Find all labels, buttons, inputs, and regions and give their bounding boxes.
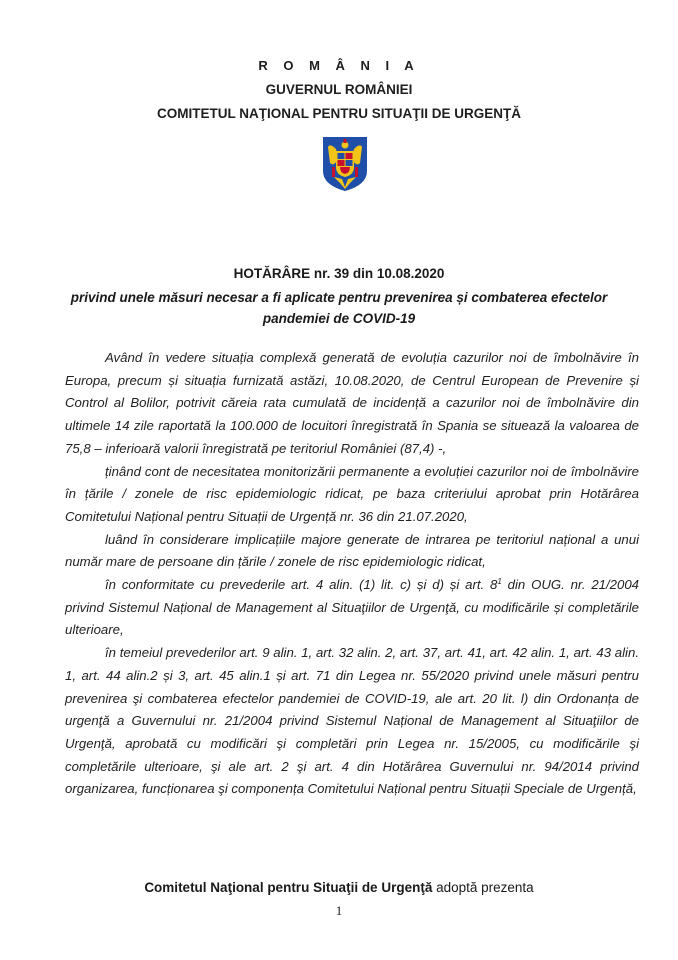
document-body	[65, 347, 639, 801]
conformity-text-before: în conformitate cu prevederile art. 4 alin. (1) lit. c) și d) și art. 8	[105, 577, 498, 593]
paragraph-monitoring: ținând cont de necesitatea monitorizării permanente a evoluției cazurilor noi de îmbolnăvire în țările / zonele de risc epidemiologic ridicat, pe baza criteriului aprobat prin Hotărârea Comitetului Național pentru Situații de Urgență nr. 36 din 21.07.2020,	[65, 463, 639, 524]
paragraph-implications: luând în considerare implicațiile majore generate de intrarea pe teritoriul național a unui număr mare de persoane din țările / zonele de risc epidemiologic ridicat,	[65, 531, 639, 570]
closing-committee: Comitetul Naţional pentru Situaţii de Urgenţă	[144, 880, 433, 895]
conformity-text-after: din OUG. nr. 21/2004 privind Sistemul Național de Management al Situaţiilor de Urgenţă, cu modificările și completările ulterioare,	[65, 577, 639, 638]
decision-subtitle: privind unele măsuri necesar a fi aplicate pentru prevenirea și combaterea efectelor pandemiei de COVID-19	[70, 290, 608, 326]
header-committee: COMITETUL NAŢIONAL PENTRU SITUAŢII DE URGENŢĂ	[157, 106, 521, 121]
superscript: 1	[497, 577, 502, 587]
paragraph-conformity	[65, 574, 639, 642]
romania-coat-of-arms-icon	[320, 133, 370, 193]
closing-adopts: adoptă prezenta	[432, 880, 534, 895]
header-government: GUVERNUL ROMÂNIEI	[265, 82, 413, 97]
header-country: R O M Â N I A	[258, 58, 420, 73]
paragraph-context: Având în vedere situația complexă generată de evoluția cazurilor noi de îmbolnăvire în Europa, precum și situația furnizată astăzi, 10.08.2020, de Centrul European de Prevenire și Control al Bolilor, potrivit căreia rata cumulată de incidență a cazurilor noi de îmbolnăvire din ultimele 14 zile raportată la 100.000 de locuitori înregistrată în Spania se situează la valoarea de 75,8 – inferioară valorii înregistrată pe teritoriul României (87,4) -,	[65, 350, 639, 456]
decision-title: HOTĂRÂRE nr. 39 din 10.08.2020	[233, 266, 445, 281]
closing-statement	[0, 880, 678, 895]
paragraph-legal-basis: în temeiul prevederilor art. 9 alin. 1, art. 32 alin. 2, art. 37, art. 41, art. 42 alin. 1, art. 43 alin. 1, art. 44 alin.2 și 3, art. 45 alin.1 și art. 71 din Legea nr. 55/2020 privind unele măsuri pentru prevenirea şi combaterea efectelor pandemiei de COVID-19, ale art. 20 lit. l) din Ordonanța de urgenţă a Guvernului nr. 21/2004 privind Sistemul Național de Management al Situaţiilor de Urgenţă, aprobată cu modificări şi completări prin Legea nr. 15/2005, cu modificările şi completările ulterioare, şi ale art. 2 şi art. 4 din Hotărârea Guvernului nr. 94/2014 privind organizarea, funcționarea şi componența Comitetului Național pentru Situații Speciale de Urgență,	[65, 645, 639, 797]
page-number: 1	[335, 903, 343, 918]
